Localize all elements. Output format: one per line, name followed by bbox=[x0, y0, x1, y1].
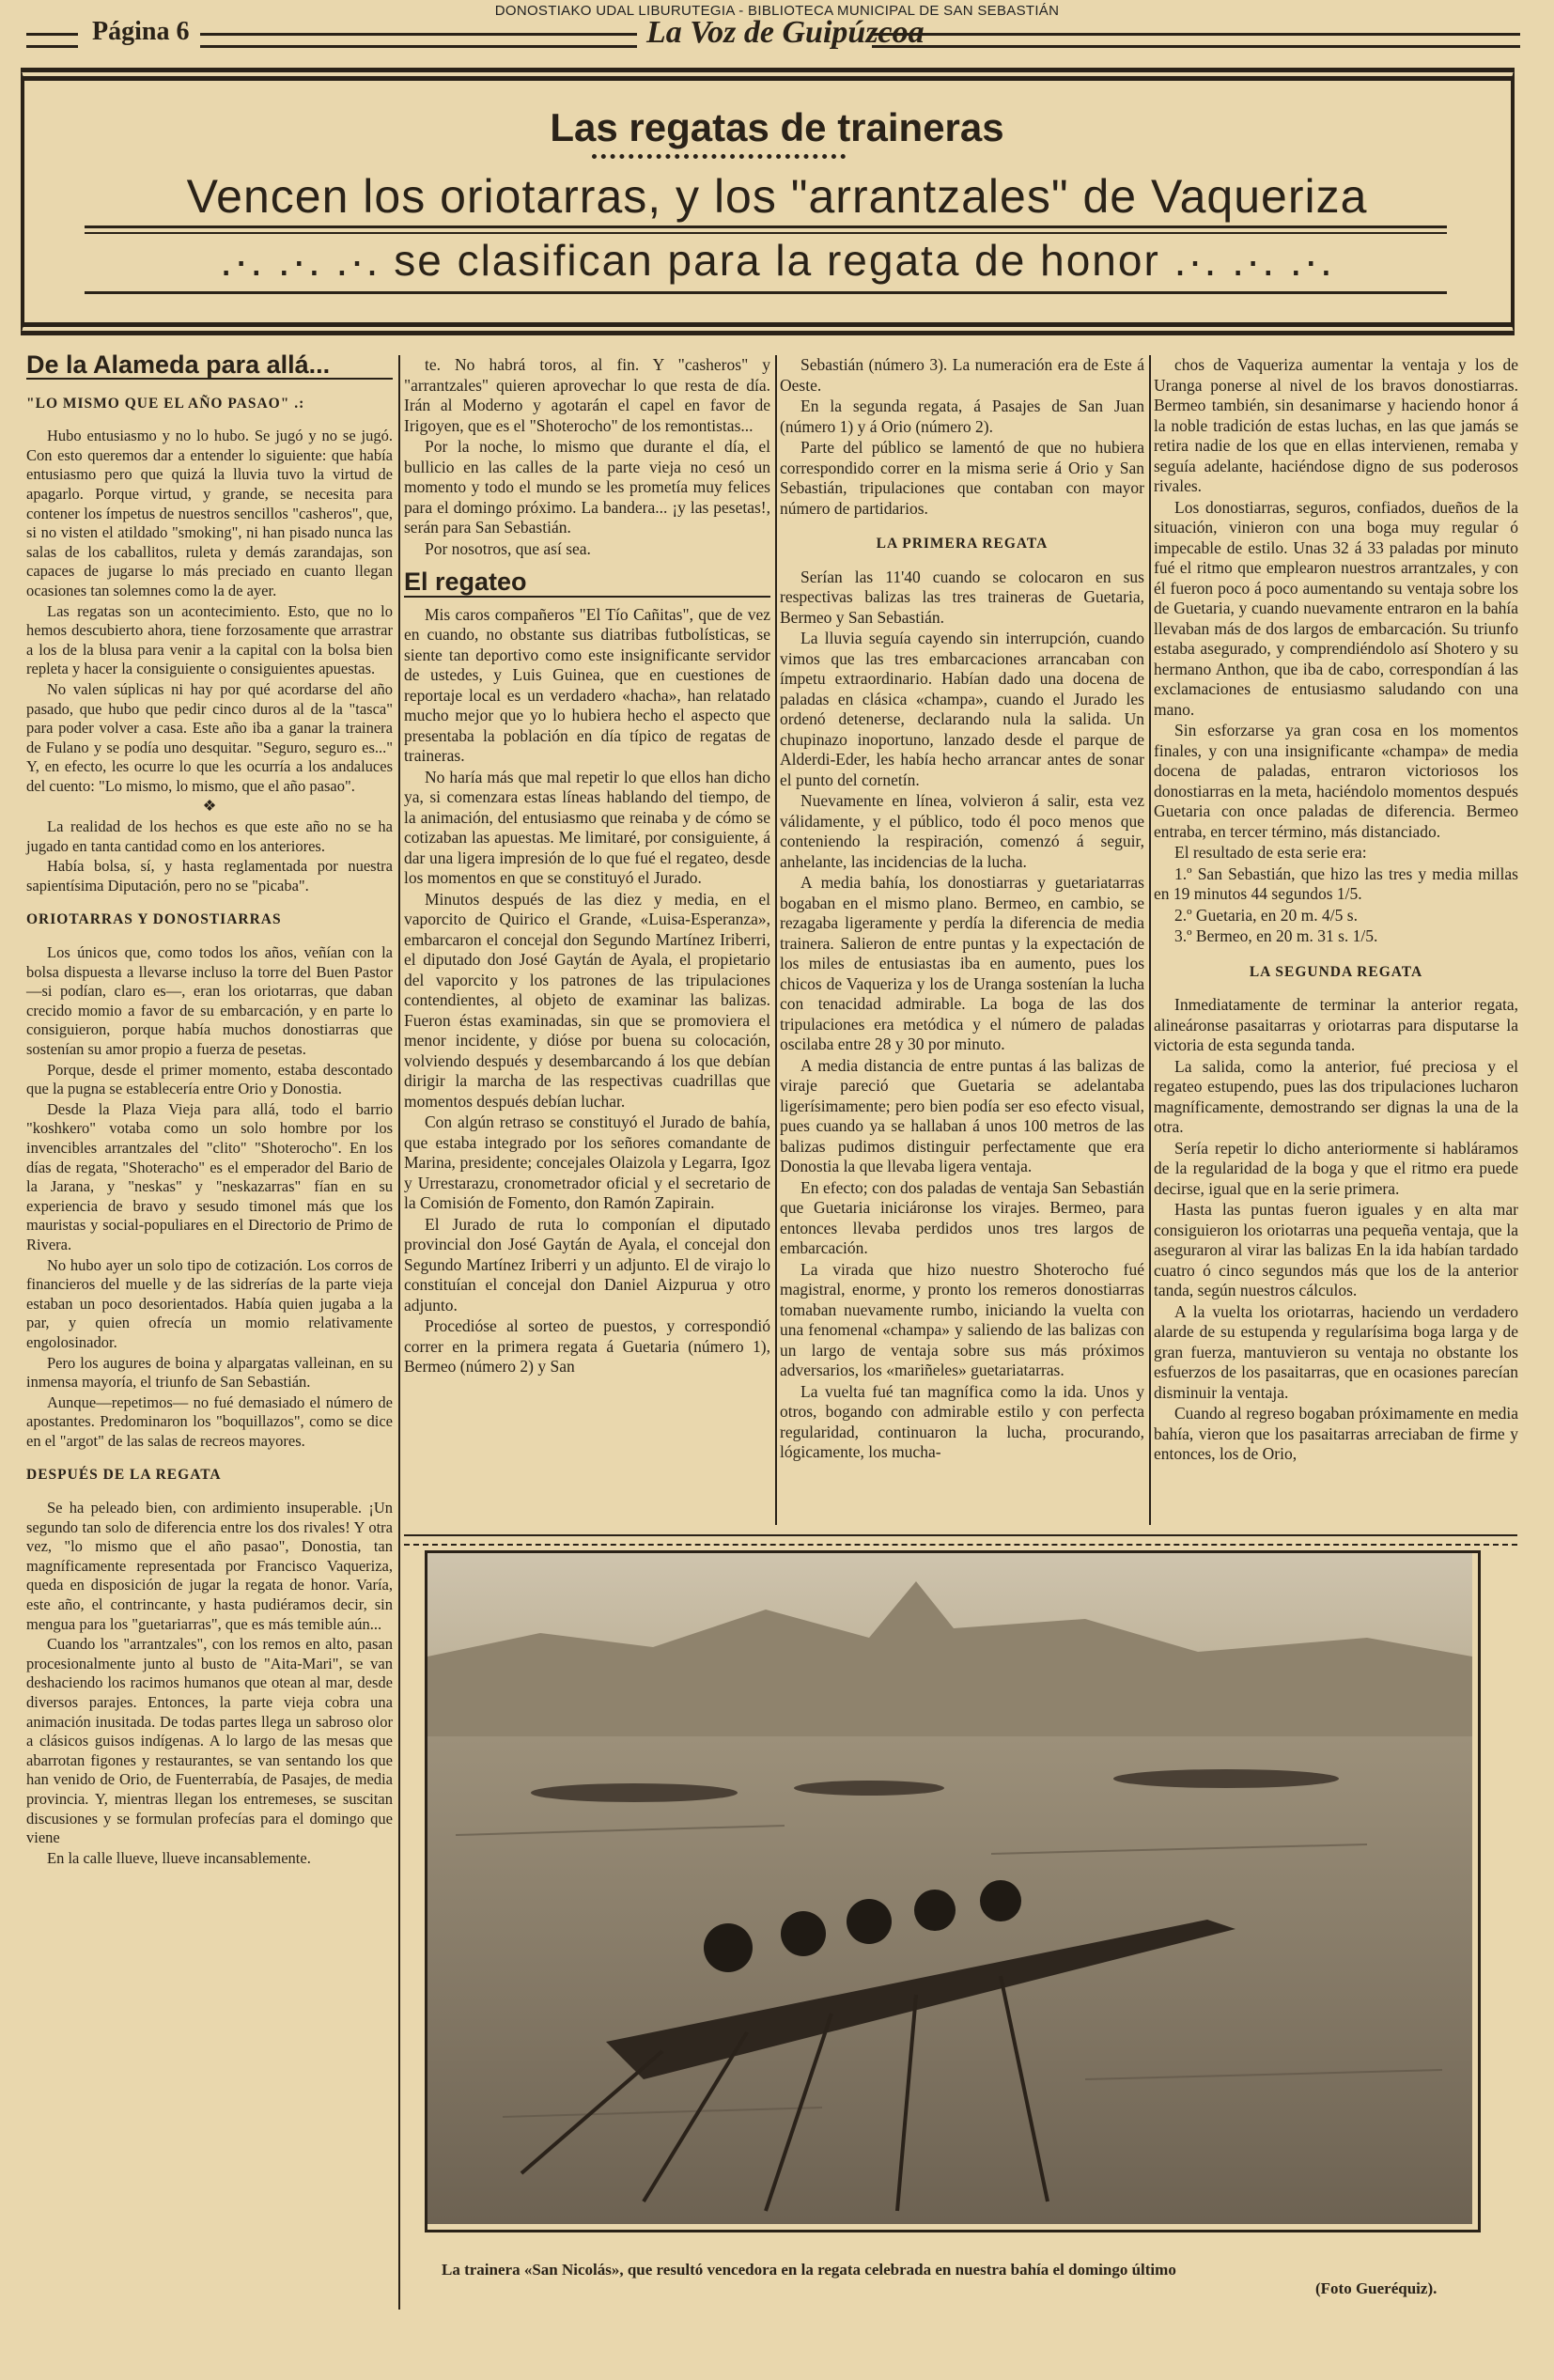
paragraph: Desde la Plaza Vieja para allá, todo el barrio "koshkero" votaba como un solo hombre por los invencibles arrantzales del "clito" "Shoterocho". En los días de regata, "Shoteracho" es el emperador del Bario de la Jarana, y "neskas" y "neskazarras" fían en su experiencia de bravo y sesudo timonel más que los mauristas y social-populiares en el Directorio de Primo de Rivera. bbox=[26, 1099, 393, 1253]
headline-rule bbox=[85, 291, 1447, 297]
headline-subtitle: .·. .·. .·. se clasifican para la regata de honor .·. .·. .·. bbox=[220, 236, 1334, 285]
paragraph: Sería repetir lo dicho anteriormente si habláramos de la regularidad de la boga y que el ritmo era puede decirse, igual que en la serie primera. bbox=[1154, 1138, 1518, 1198]
paragraph: Cuando al regreso bogaban próximamente en media bahía, vieron que los pasaitarras arreciaban de firme y entonces, los de Orio, bbox=[1154, 1404, 1518, 1463]
header-rule bbox=[26, 33, 78, 48]
paragraph: chos de Vaqueriza aumentar la ventaja y los de Uranga ponerse al nivel de los bravos donostiarras. Bermeo también, sin desanimarse y haciendo honor á la noble tradición de estas luchas, en las que jamás se retira nadie de los que en ellas intervienen, remaba y seguía adelante, haciéndose digno de sus poderosos rivales. bbox=[1154, 355, 1518, 495]
paragraph: Serían las 11'40 cuando se colocaron en sus respectivas balizas las tres traineras de Guetaria, Bermeo y San Sebastián. bbox=[780, 567, 1144, 627]
subheading: ORIOTARRAS Y DONOSTIARRAS bbox=[26, 911, 282, 928]
column-divider bbox=[1149, 355, 1151, 1525]
newspaper-name: La Voz de Guipúzcoa bbox=[646, 15, 925, 50]
paragraph: Nuevamente en línea, volvieron á salir, esta vez válidamente, y el público, todo él poco menos que conteniendo la respiración, comenzó á seguir, anhelante, las incidencias de la lucha. bbox=[780, 791, 1144, 871]
headline-kicker: Las regatas de traineras bbox=[550, 105, 1004, 149]
photo-credit: (Foto Gueréquiz). bbox=[1315, 2279, 1437, 2297]
paragraph: Hubo entusiasmo y no lo hubo. Se jugó y no se jugó. Con esto queremos dar a entender lo siguiente: que había entusiasmo pero que quizá la lluvia tuvo la virtud de apagarlo. Porque virtud, y grande, se necesita para contener los ímpetus de nuestros sencillos "casheros", que, si no visten el atildado "smoking", ni han pisado nunca las salas de los caballitos, ruleta y demás zarandajas, son capaces de jugarse lo más preciado en cuanto llegan ocasiones tan solemnes como la de ayer. bbox=[26, 427, 393, 599]
paragraph: Mis caros compañeros "El Tío Cañitas", que de vez en cuando, no obstante sus diatribas futbolísticas, se siente tan deportivo como este insignificante servidor de ustedes, y Luis Guinea, que en cuestiones de reportaje local es un verdadero «hacha», han relatado mucho mejor que yo lo hubiera hecho el aspecto que presentaba la población en día típico de regatas de traineras. bbox=[404, 604, 770, 765]
page-header bbox=[26, 17, 1530, 54]
paragraph: No haría más que mal repetir lo que ellos han dicho ya, si comenzara estas líneas hablando del tiempo, de la animación, del entusiasmo que reinaba y de cómo se cotizaban las apuestas. Me limitaré, por consiguiente, á dar una ligera impresión de lo que fué el regateo, desde los momentos en que se constituyó el Jurado. bbox=[404, 767, 770, 887]
paragraph: La virada que hizo nuestro Shoterocho fué magistral, enorme, y pronto los remeros donostiarras tomaban nuevamente rumbo, iniciando la vuelta con una fenomenal «champa» y saliendo de las balizas con un largo de ventaja sobre sus más próximos adversarios, los «mariñeles» guetariatarras. bbox=[780, 1259, 1144, 1379]
column-divider bbox=[398, 355, 400, 2310]
paragraph: A media distancia de entre puntas á las balizas de viraje pareció que Guetaria se adelantaba ligerísimamente; pero bien podía ser eso efecto visual, pues cuando ya se hallaban á unos 100 metros de las balizas pudimos distinguir perfectamente que era Donostia la que llevaba ligera ventaja. bbox=[780, 1055, 1144, 1175]
archive-header: DONOSTIAKO UDAL LIBURUTEGIA - BIBLIOTECA MUNICIPAL DE SAN SEBASTIÁN bbox=[494, 3, 1060, 19]
paragraph: La vuelta fué tan magnífica como la ida. Unos y otros, bogando con admirable estilo y con perfecta regularidad, continuaron la lucha, procurando, lógicamente, los mucha- bbox=[780, 1381, 1144, 1461]
subheading: LA PRIMERA REGATA bbox=[876, 536, 1049, 552]
paragraph: Parte del público se lamentó de que no hubiera correspondido correr en la misma serie á Orio y San Sebastián, tripulaciones que contaban con mayor número de partidarios. bbox=[780, 438, 1144, 518]
page-number: Página 6 bbox=[92, 17, 190, 46]
paragraph: Sebastián (número 3). La numeración era de Este á Oeste. bbox=[780, 355, 1144, 395]
paragraph: Minutos después de las diez y media, en el vaporcito de Quirico el Grande, «Luisa-Esperanza», embarcaron el concejal don Segundo Martínez Iriberri, el diputado don José Gaytán de Ayala, el propietario del vaporcito y los patrones de las tripulaciones contendientes, al objeto de examinar las balizas. Fueron éstas examinadas, sin que se promoviera el menor incidente, y dióse por buena su colocación, volviendo después y desembarcando á los que debían dirigir la marcha de las respectivas cuadrillas que momentos después debían luchar. bbox=[404, 889, 770, 1111]
paragraph: Por la noche, lo mismo que durante el día, el bullicio en las calles de la parte vieja no cesó un momento y todo el mundo se les prometía muy felices para el domingo próximo. La bandera... ¡y las pesetas!, serán para San Sebastián. bbox=[404, 437, 770, 537]
headline-main: Vencen los oriotarras, y los "arrantzales" de Vaqueriza bbox=[186, 170, 1368, 223]
article-column-3 bbox=[780, 355, 1144, 1464]
paragraph: Las regatas son un acontecimiento. Esto, que no lo hemos descubierto ahora, tiene forzosamente que arrastrar a los de la blusa para venir a la capital con la bolsa bien repleta y hacer la consiguiente o consiguientes apuestas. bbox=[26, 601, 393, 678]
ornament-icon: ❖ bbox=[202, 797, 217, 816]
paragraph: Porque, desde el primer momento, estaba descontado que la pugna se establecería entre Orio y Donostia. bbox=[26, 1060, 393, 1098]
section-title: De la Alameda para allá... bbox=[26, 355, 393, 380]
paragraph: Cuando los "arrantzales", con los remos en alto, pasan procesionalmente junto al busto de "Aita-Mari", se van deshaciendo los racimos humanos que otean al mar, desde diversos parajes. Entonces, la parte vieja cobra una animación inusitada. De todas partes llega un sabroso olor a clásicos guisos indígenas. A lo largo de las mesas que abarrotan figones y restaurantes, se van sentando los que han venido de Orio, de Fuenterrabía, de Pasajes, de media provincia. Y, mientras llegan los entremeses, se suscitan discusiones y se formulan profecías para el domingo que viene bbox=[26, 1635, 393, 1847]
paragraph: El resultado de esta serie era: bbox=[1174, 843, 1367, 862]
paragraph: Inmediatamente de terminar la anterior regata, alineáronse pasaitarras y oriotarras para disputarse la victoria de esta segunda tanda. bbox=[1154, 995, 1518, 1054]
dotted-rule bbox=[592, 154, 846, 159]
photo-caption: La trainera «San Nicolás», que resultó vencedora en la regata celebrada en nuestra bahía el domingo último bbox=[442, 2261, 1176, 2279]
paragraph: Sin esforzarse ya gran cosa en los momentos finales, y con una insignificante «champa» de media docena de paladas, entraron victoriosos los donostiarras en la meta, haciéndolo momentos después Guetaria con once paladas de diferencia. Bermeo entraba, en tercer término, más distanciado. bbox=[1154, 721, 1518, 841]
paragraph: Procedióse al sorteo de puestos, y correspondió correr en la primera regata á Guetaria (número 1), Bermeo (número 2) y San bbox=[404, 1316, 770, 1376]
paragraph: La realidad de los hechos es que este año no se ha jugado en tanta cantidad como en los anteriores. bbox=[26, 817, 393, 855]
result-line: 3.º Bermeo, en 20 m. 31 s. 1/5. bbox=[1174, 926, 1378, 945]
section-title: El regateo bbox=[404, 572, 770, 598]
paragraph: A la vuelta los oriotarras, haciendo un verdadero alarde de su estupenda y regularísima boga larga y de gran fuerza, mantuvieron su ventaja no obstante los esfuerzos de los pasaitarras, que en ocasiones parecían disminuir la ventaja. bbox=[1154, 1301, 1518, 1402]
paragraph: Con algún retraso se constituyó el Jurado de bahía, que estaba integrado por los señores comandante de Marina, presidente; concejales Olaizola y Legarra, Igoz y Urrestarazu, cronometrador oficial y el secretario de la Comisión de Fomento, don Ramón Zapirain. bbox=[404, 1112, 770, 1212]
paragraph: En la calle llueve, llueve incansablemente. bbox=[47, 1848, 311, 1867]
paragraph: te. No habrá toros, al fin. Y "casheros" y "arrantzales" quieren aprovechar lo que resta de día. Irán al Moderno y agotarán el capel en favor de Irigoyen, que es el "Shoterocho" de los remontistas... bbox=[404, 355, 770, 435]
result-line: 1.º San Sebastián, que hizo las tres y media millas en 19 minutos 44 segundos 1/5. bbox=[1154, 863, 1518, 903]
paragraph: La lluvia seguía cayendo sin interrupción, cuando vimos que las tres embarcaciones arrancaban con ímpetu extraordinario. Habían dado una docena de paladas en clásica «champa», cuando el Jurado les ordenó detenerse, declarando nula la salida. Un chupinazo inoportuno, lanzado desde el parque de Alderdi-Eder, les había hecho arrancar antes de sonar el punto del cornetín. bbox=[780, 629, 1144, 789]
section-separator bbox=[404, 1534, 1517, 1546]
paragraph: Se ha peleado bien, con ardimiento insuperable. ¡Un segundo tan solo de diferencia entre los dos rivales! Y otra vez, "lo mismo que el año pasao", Donostia, tan magníficamente representada por Francisco Vaqueriza, queda en disposición de jugar la regata de honor. Varía, este año, el contrincante, y hasta pudiéramos decir, sin mengua para los "guetariarras", que es más temible aún... bbox=[26, 1499, 393, 1633]
subheading: DESPUÉS DE LA REGATA bbox=[26, 1467, 222, 1484]
paragraph: Los únicos que, como todos los años, veñían con la bolsa dispuesta a llevarse incluso la torre del Buen Pastor—si podían, claro es—, eran los oriotarras, que daban crecido momio a favor de su embarcación, y en parte lo consiguieron, porque había muchos donostiarras que sostenían su amor propio a fuerza de pesetas. bbox=[26, 943, 393, 1058]
paragraph: La salida, como la anterior, fué preciosa y el regateo estupendo, pues las dos tripulaciones lucharon magníficamente, demostrando ser dignas la una de la otra. bbox=[1154, 1056, 1518, 1136]
headline-rule bbox=[85, 226, 1447, 234]
paragraph: A media bahía, los donostiarras y guetariatarras bogaban en el mismo plano. Bermeo, en cambio, se rezagaba ligeramente y perdía la diferencia de media trainera. Salieron de entre puntas y la expectación de los miles de entusiastas iba en aumento, pues los chicos de Vaqueriza y los de Uranga sostenían la lucha con tenacidad admirable. La boga de las dos tripulaciones era metódica y el número de paladas oscilaba entre 28 y 30 por minuto. bbox=[780, 873, 1144, 1053]
article-column-1 bbox=[26, 350, 393, 1869]
paragraph: No valen súplicas ni hay por qué acordarse del año pasado, que hubo que pedir cinco duros al de la "tasca" para poder volver a casa. Este año iba a ganar la trainera de Fulano y se podía uno desquitar. "Seguro, seguro es..." Y, en efecto, les ocurre lo que les ocurría a los andaluces del cuento: "Lo mismo, lo mismo, que el año pasao". bbox=[26, 679, 393, 795]
paragraph: No hubo ayer un solo tipo de cotización. Los corros de financieros del muelle y de las sidrerías de la parte vieja estaban un poco desorientados. Había quien jugaba a la par, y quien ofrecía un momio relativamente engolosinador. bbox=[26, 1255, 393, 1351]
article-column-4 bbox=[1154, 355, 1518, 1466]
paragraph: En efecto; con dos paladas de ventaja San Sebastián que Guetaria iniciáronse los virajes. Bermeo, para entonces llevaba perdidos unos tres largos de embarcación. bbox=[780, 1177, 1144, 1257]
article-column-2 bbox=[404, 355, 770, 1378]
subheading: LA SEGUNDA REGATA bbox=[1249, 963, 1423, 980]
epigraph: "LO MISMO QUE EL AÑO PASAO" .: bbox=[26, 395, 305, 412]
result-line: 2.º Guetaria, en 20 m. 4/5 s. bbox=[1174, 905, 1358, 925]
paragraph: Hasta las puntas fueron iguales y en alta mar consiguieron los oriotarras una pequeña ventaja, que la aseguraron al virar las balizas En la ida habían tardado cuatro ó cinco segundos más que los de la anterior tanda, según nuestros cálculos. bbox=[1154, 1200, 1518, 1299]
paragraph: Había bolsa, sí, y hasta reglamentada por nuestra sapientísima Diputación, pero no se "picaba". bbox=[26, 857, 393, 894]
header-rule bbox=[200, 33, 637, 48]
paragraph: Pero los augures de boina y alpargatas valleinan, en su inmensa mayoría, el triunfo de San Sebastián. bbox=[26, 1353, 393, 1392]
paragraph: El Jurado de ruta lo componían el diputado provincial don José Gaytán de Ayala, el concejal don Segundo Martínez Iriberri y un adjunto. El de virajo lo constituían el concejal don Daniel Aizpurua y otro adjunto. bbox=[404, 1214, 770, 1314]
paragraph: Los donostiarras, seguros, confiados, dueños de la situación, vinieron con una boga muy regular ó impecable de estilo. Unas 32 á 33 paladas por minuto fué el ritmo que emplearon nuestros arrantzales, y con él fueron poco á poco aumentando su ventaja sobre los de Guetaria, y cuando nuevamente entraron en la bahía llevaban más de dos largos de embarcación. Su triunfo estaba asegurado, y comprendiéndolo así Shotero y su hermano Anthon, que iba de cabo, correspondían á las exclamaciones de entusiasmo saludando con una mano. bbox=[1154, 497, 1518, 719]
rowing-boat-image bbox=[427, 1553, 1472, 2224]
regatta-photo bbox=[425, 1550, 1481, 2232]
paragraph: Por nosotros, que así sea. bbox=[425, 538, 591, 558]
paragraph: En la segunda regata, á Pasajes de San Juan (número 1) y á Orio (número 2). bbox=[780, 397, 1144, 436]
paragraph: Aunque—repetimos— no fué demasiado el número de apostantes. Predominaron los "boquillazos", como se dice en el "argot" de las salas de recreos mayores. bbox=[26, 1392, 393, 1450]
header-rule bbox=[872, 33, 1520, 48]
column-divider bbox=[775, 355, 777, 1525]
